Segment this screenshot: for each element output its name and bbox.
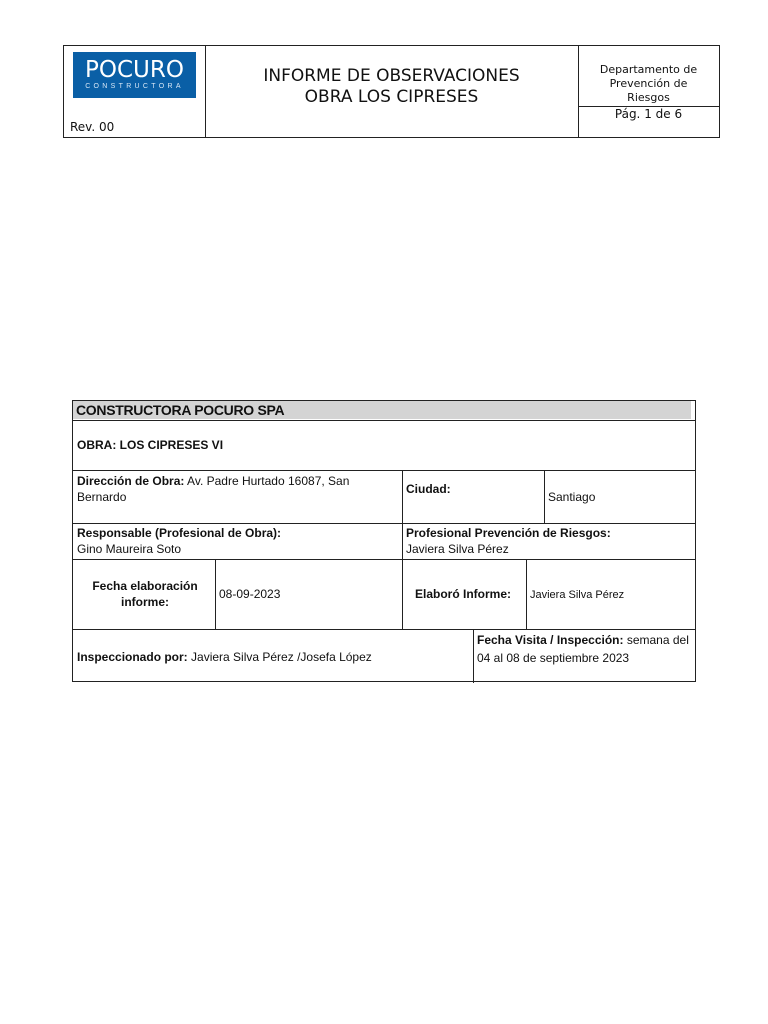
col-divider bbox=[526, 559, 527, 629]
inspeccionado-cell bbox=[77, 649, 372, 665]
department-name bbox=[578, 63, 719, 105]
ciudad-label: Ciudad: bbox=[406, 482, 451, 496]
obra-label: OBRA: LOS CIPRESES VI bbox=[77, 438, 224, 452]
header-page-cell bbox=[578, 106, 720, 138]
direccion-label: Dirección de Obra: bbox=[77, 474, 185, 488]
inspeccionado-value: Javiera Silva Pérez /Josefa López bbox=[187, 650, 372, 664]
revision-label: Rev. 00 bbox=[70, 120, 115, 134]
header-title-cell bbox=[205, 45, 579, 138]
fecha-visita-label: Fecha Visita / Inspección: bbox=[477, 633, 624, 647]
row-divider bbox=[73, 559, 695, 560]
pocuro-logo bbox=[73, 52, 196, 98]
dept-line-3: Riesgos bbox=[627, 91, 670, 104]
row-divider bbox=[73, 470, 695, 471]
company-name: CONSTRUCTORA POCURO SPA bbox=[76, 402, 285, 418]
elaboro-value: Javiera Silva Pérez bbox=[530, 589, 625, 601]
direccion-value-2: Bernardo bbox=[77, 490, 127, 504]
col-divider bbox=[402, 559, 403, 629]
responsable-value: Gino Maureira Soto bbox=[77, 542, 182, 556]
title-line-2: OBRA LOS CIPRESES bbox=[304, 87, 479, 107]
fecha-elaboracion-label bbox=[77, 578, 213, 610]
col-divider bbox=[215, 559, 216, 629]
fecha-visita-cell bbox=[477, 631, 693, 667]
ciudad-value: Santiago bbox=[548, 490, 596, 504]
direccion-cell bbox=[77, 473, 397, 505]
fecha-elab-label-1: Fecha elaboración bbox=[92, 579, 198, 593]
row-divider bbox=[73, 420, 695, 421]
responsable-label: Responsable (Profesional de Obra): bbox=[77, 526, 282, 540]
prevencion-label: Profesional Prevención de Riesgos: bbox=[406, 526, 611, 540]
col-divider bbox=[473, 629, 474, 683]
row-divider bbox=[73, 629, 695, 630]
prevencion-value: Javiera Silva Pérez bbox=[406, 542, 509, 556]
direccion-value-1: Av. Padre Hurtado 16087, San bbox=[184, 474, 350, 488]
logo-main-text: POCURO bbox=[85, 57, 184, 83]
dept-line-2: Prevención de bbox=[609, 77, 688, 90]
company-header-bar bbox=[73, 401, 691, 419]
title-line-1: INFORME DE OBSERVACIONES bbox=[263, 66, 520, 86]
fecha-elaboracion-value: 08-09-2023 bbox=[219, 587, 281, 601]
dept-line-1: Departamento de bbox=[599, 63, 698, 76]
prevencion-cell bbox=[406, 525, 611, 557]
fecha-elab-label-2: informe: bbox=[121, 595, 169, 609]
responsable-cell bbox=[77, 525, 281, 557]
project-info-table bbox=[72, 400, 696, 682]
fecha-visita-value-2: 04 al 08 de septiembre 2023 bbox=[477, 651, 630, 665]
header-department-cell bbox=[578, 45, 720, 107]
row-divider bbox=[73, 523, 695, 524]
fecha-visita-value-1: semana del bbox=[623, 633, 689, 647]
elaboro-label: Elaboró Informe: bbox=[415, 587, 512, 601]
logo-sub-text: CONSTRUCTORA bbox=[85, 83, 184, 90]
col-divider bbox=[402, 470, 403, 523]
document-title bbox=[205, 66, 578, 108]
col-divider bbox=[544, 470, 545, 523]
col-divider bbox=[402, 523, 403, 559]
header-logo-cell bbox=[63, 45, 206, 138]
inspeccionado-label: Inspeccionado por: bbox=[77, 650, 188, 664]
page-number: Pág. 1 de 6 bbox=[614, 107, 683, 121]
